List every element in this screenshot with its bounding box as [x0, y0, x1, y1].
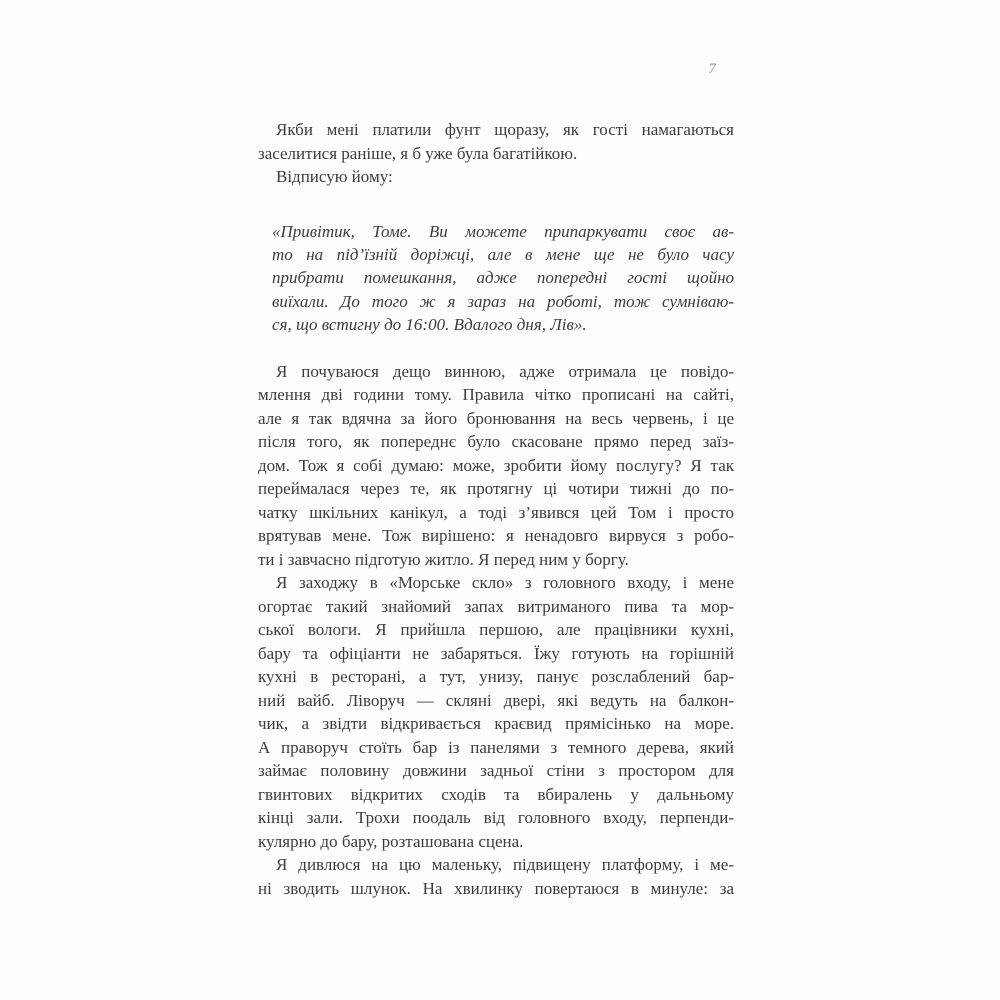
text-line: Я почуваюся дещо винною, адже отримала це повідо- [276, 361, 734, 381]
text-block [258, 118, 734, 900]
text-line: переймалася через те, як протягну ці чотири тижні до по- [258, 479, 734, 499]
text-line: кінці зали. Трохи поодаль від головного входу, перпенди- [258, 808, 734, 828]
text-line: ні зводить шлунок. На хвилинку повертаюся в минуле: за [258, 878, 734, 898]
text-line: врятував мене. Тож вирішено: я ненадовго вирвуся з робо- [258, 526, 734, 546]
letter-quote [258, 220, 734, 337]
text-line: займає половину довжини задньої стіни з простором для [258, 761, 734, 781]
text-line: ний вайб. Ліворуч — скляні двері, які ведуть на балкон- [258, 690, 734, 710]
text-line: млення дві години тому. Правила чітко прописані на сайті, [258, 385, 734, 405]
text-line: кулярно до бару, розташована сцена. [258, 831, 524, 851]
page-number: 7 [708, 61, 716, 77]
text-line: після того, як попереднє було скасоване прямо перед заїз- [258, 432, 734, 452]
paragraph-2 [258, 165, 734, 189]
text-line: дом. Тож я собі думаю: може, зробити йому послугу? Я так [258, 455, 734, 475]
text-line: ти і завчасно підготую житло. Я перед ним у боргу. [258, 549, 629, 569]
text-line: огортає такий знайомий запах витриманого пива та мор- [258, 596, 734, 616]
text-line: «Привітик, Томе. Ви можете припаркувати своє ав- [272, 221, 734, 241]
paragraph-5 [258, 853, 734, 900]
text-line: ської вологи. Я прийшла першою, але працівники кухні, [258, 620, 734, 640]
text-line: ся, що встигну до 16:00. Вдалого дня, Лів». [272, 315, 587, 335]
text-line: Якби мені платили фунт щоразу, як гості намагаються [276, 120, 734, 139]
text-line: заселитися раніше, я б уже була багатійкою. [258, 143, 578, 163]
paragraph-3 [258, 360, 734, 572]
text-line: гвинтових відкритих сходів та вбиралень у дальньому [258, 784, 734, 804]
text-line: Відписую йому: [276, 167, 393, 186]
paragraph-1 [258, 118, 734, 165]
text-line: прибрати помешкання, адже попередні гості щойно [272, 268, 734, 288]
text-line: то на під’їзній доріжці, але в мене ще не було часу [272, 244, 734, 264]
text-line: але я так вдячна за його бронювання на весь червень, і це [258, 408, 734, 428]
text-line: кухні в ресторані, а тут, унизу, панує розслаблений бар- [258, 667, 734, 687]
text-line: виїхали. До того ж я зараз на роботі, тож сумніваю- [272, 291, 734, 311]
text-line: А праворуч стоїть бар із панелями з темного дерева, який [258, 737, 734, 757]
text-line: чик, а звідти відкривається краєвид прямісінько на море. [258, 714, 734, 734]
text-line: бару та офіціанти не забаряться. Їжу готують на горішній [258, 643, 734, 663]
paragraph-4 [258, 571, 734, 853]
text-line: чатку шкільних канікул, а тоді з’явився цей Том і просто [258, 502, 734, 522]
text-line: Я дивлюся на цю маленьку, підвищену платформу, і ме- [276, 855, 734, 875]
text-line: Я заходжу в «Морське скло» з головного входу, і мене [276, 573, 734, 593]
